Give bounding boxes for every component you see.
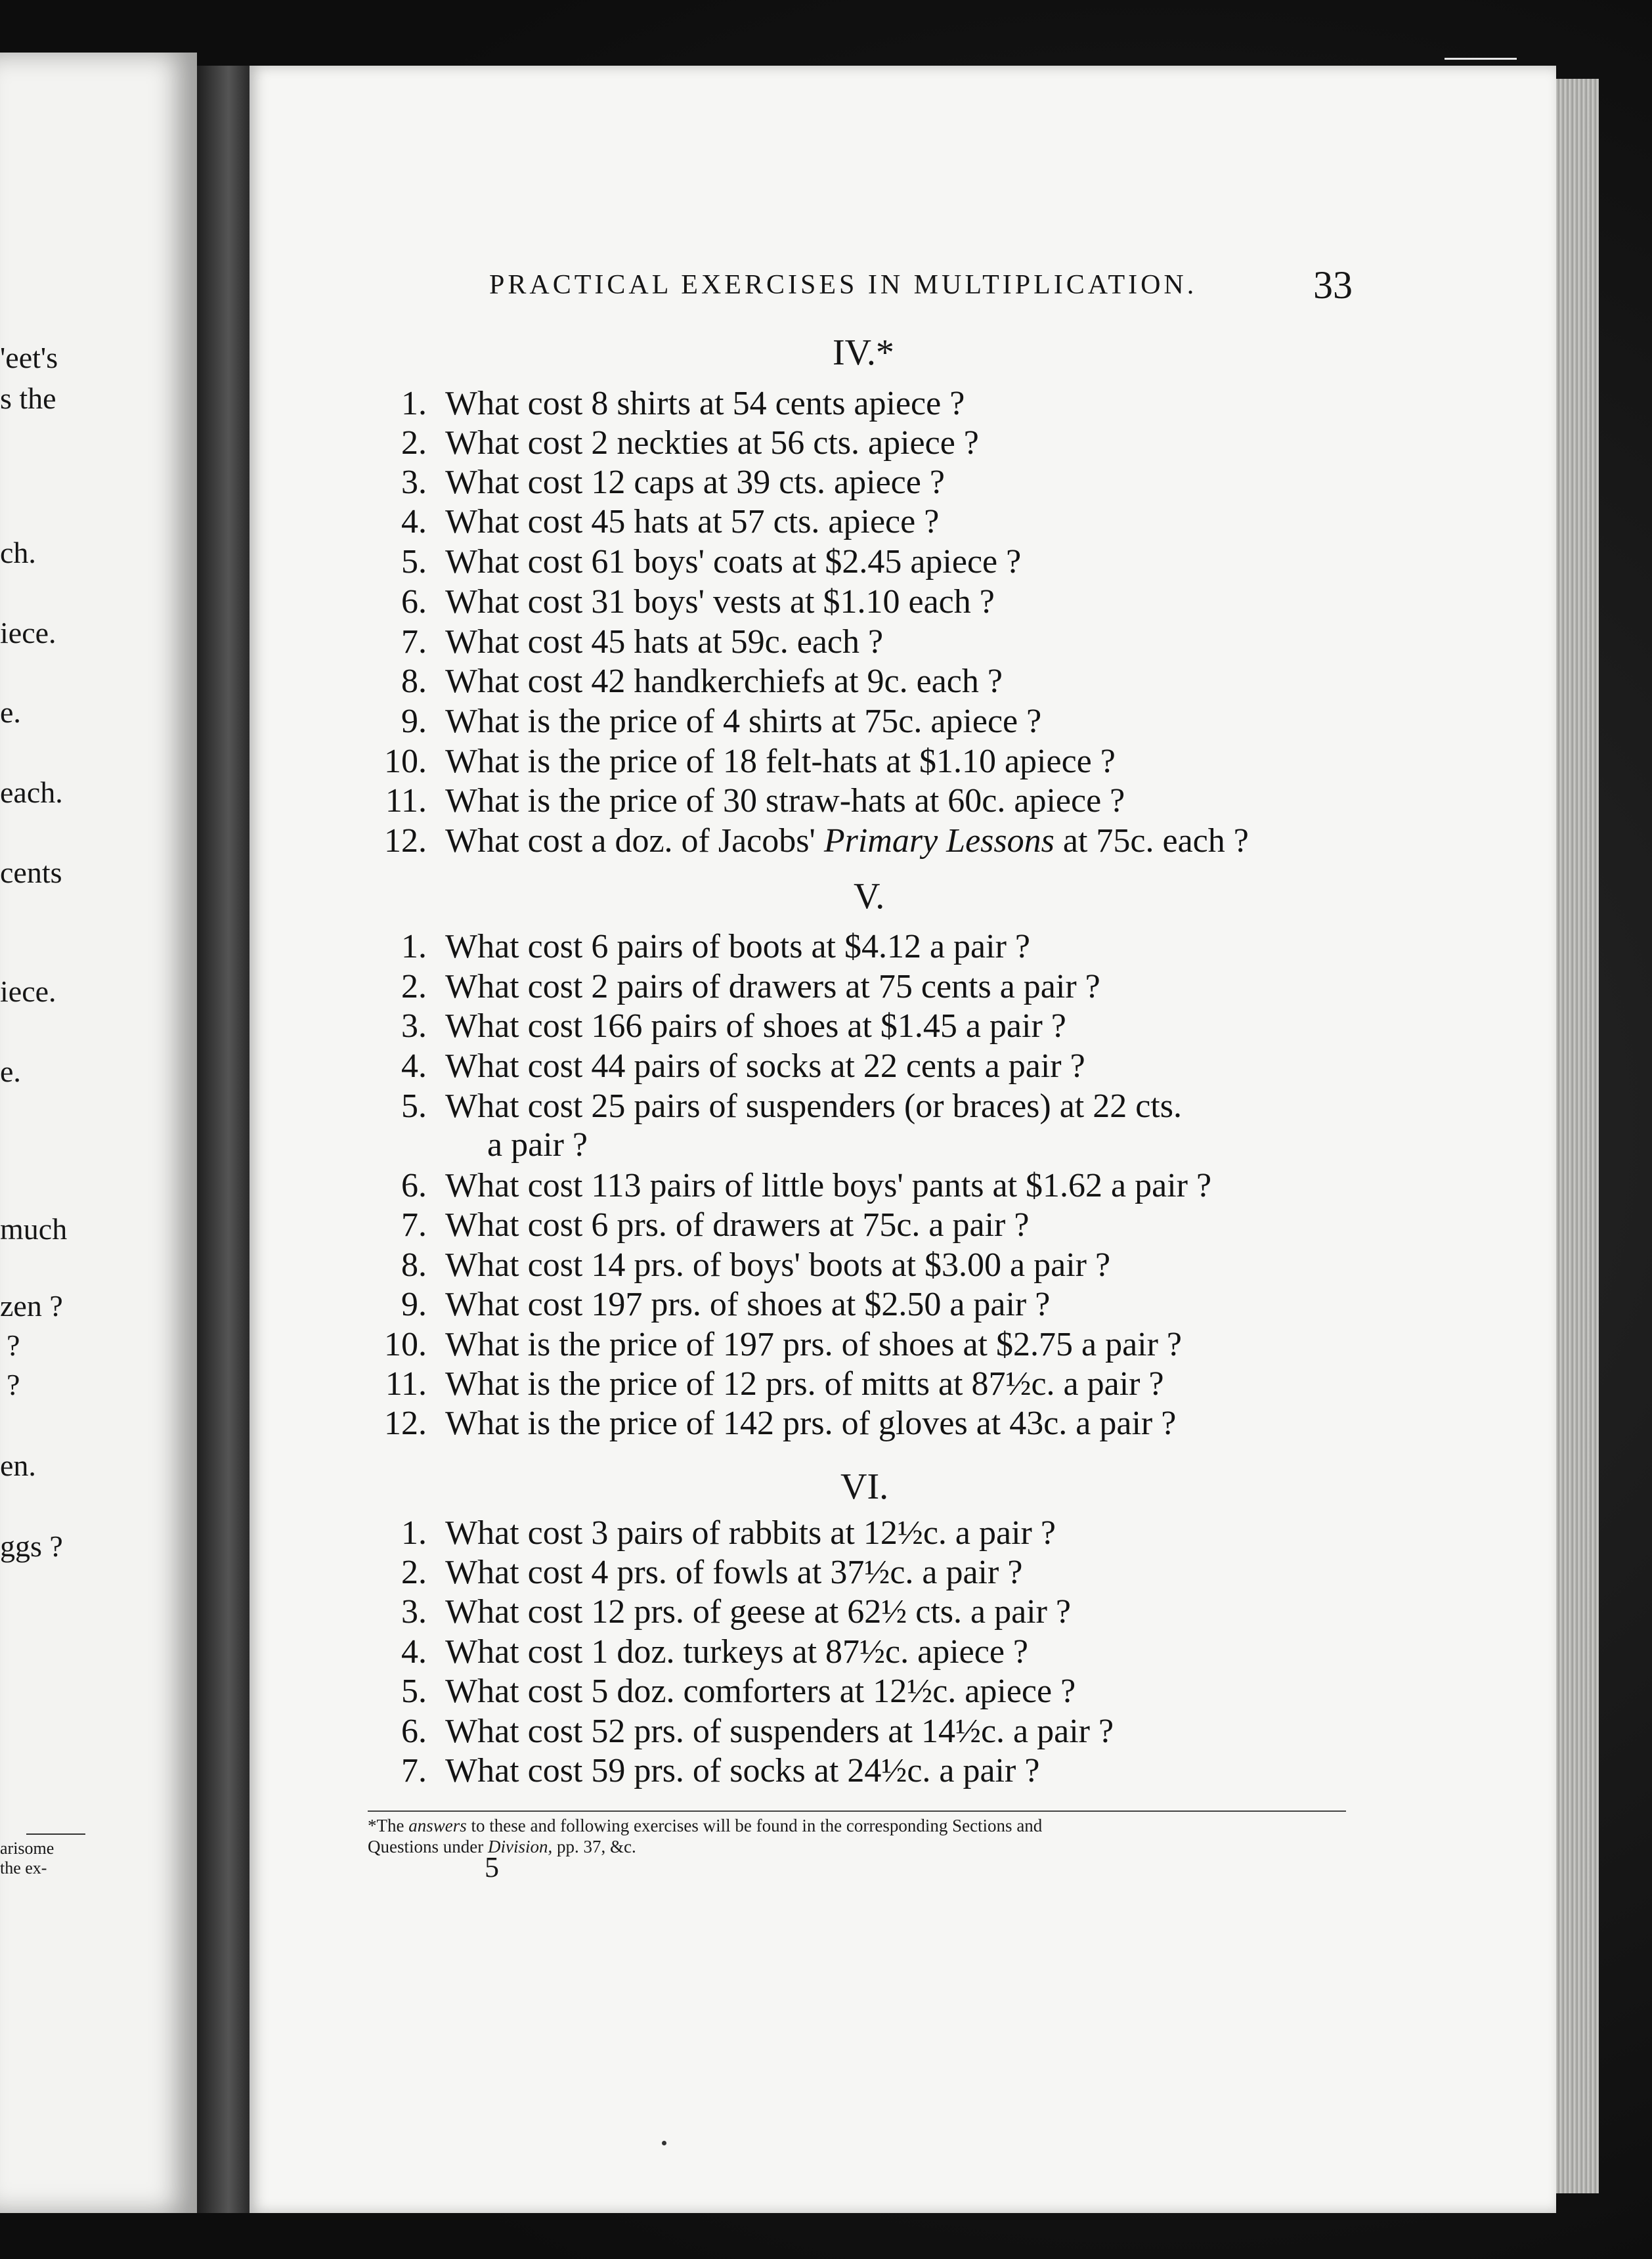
item-text: What cost 59 prs. of socks at 24½c. a pair ? (445, 1752, 1040, 1789)
exercise-item (355, 1592, 1071, 1631)
item-text: What cost 3 pairs of rabbits at 12½c. a pair ? (445, 1514, 1056, 1552)
exercise-item (355, 502, 939, 541)
left-text-fragment: 'eet's (0, 341, 58, 374)
item-number: 6. (401, 1713, 427, 1750)
item-text-before: What cost a doz. of Jacobs' (445, 822, 824, 860)
exercise-item (355, 781, 1125, 820)
item-number: 3. (401, 1007, 427, 1045)
item-text: What cost 25 pairs of suspenders (or braces) at 22 cts. (445, 1087, 1182, 1125)
item-number: 1. (401, 928, 427, 965)
item-text: What cost 44 pairs of socks at 22 cents a pair ? (445, 1047, 1085, 1085)
exercise-item (355, 463, 945, 502)
exercise-item (355, 1047, 1085, 1086)
running-header: PRACTICAL EXERCISES IN MULTIPLICATION. (489, 270, 1198, 300)
exercise-item (355, 1166, 1211, 1205)
left-text-fragment: iece. (0, 975, 56, 1008)
item-text: What cost 14 prs. of boys' boots at $3.00 a pair ? (445, 1246, 1111, 1284)
left-text-fragment: e. (0, 1055, 21, 1088)
exercise-item (355, 1404, 1176, 1443)
item-text: What cost 4 prs. of fowls at 37½c. a pair ? (445, 1554, 1023, 1591)
item-text: What cost 8 shirts at 54 cents apiece ? (445, 385, 965, 422)
item-text: What cost 6 prs. of drawers at 75c. a pair ? (445, 1206, 1030, 1244)
left-text-fragment: cents (0, 856, 62, 889)
item-number: 4. (401, 1047, 427, 1085)
item-number: 1. (401, 1514, 427, 1552)
item-number: 2. (401, 424, 427, 462)
left-text-fragment: ggs ? (0, 1529, 63, 1563)
exercise-item (355, 542, 1021, 581)
item-text: What cost 12 prs. of geese at 62½ cts. a pair ? (445, 1593, 1072, 1631)
film-scratch (1445, 58, 1517, 60)
item-text: What is the price of 142 prs. of gloves at 43c. a pair ? (445, 1405, 1177, 1442)
item-number: 3. (401, 1593, 427, 1631)
exercise-item (355, 1007, 1066, 1045)
item-text: What cost 1 doz. turkeys at 87½c. apiece ? (445, 1633, 1028, 1671)
section-heading-v: V. (854, 876, 885, 917)
item-text: What is the price of 18 felt-hats at $1.10 apiece ? (445, 743, 1116, 780)
exercise-item (355, 967, 1100, 1006)
item-number: 10. (384, 743, 427, 780)
item-number: 2. (401, 1554, 427, 1591)
item-text: What is the price of 30 straw-hats at 60c. apiece ? (445, 782, 1125, 820)
left-footnote-fragment: the ex- (0, 1858, 47, 1877)
footnote-line-1 (368, 1816, 1042, 1836)
left-text-fragment: e. (0, 695, 21, 729)
exercise-item (355, 1206, 1029, 1244)
item-text: What cost 52 prs. of suspenders at 14½c. a pair ? (445, 1713, 1114, 1750)
page-edges (1556, 79, 1599, 2193)
item-text: What cost 166 pairs of shoes at $1.45 a pair ? (445, 1007, 1066, 1045)
item-text: What cost 197 prs. of shoes at $2.50 a pair ? (445, 1286, 1051, 1323)
item-text: What cost 6 pairs of boots at $4.12 a pair ? (445, 928, 1030, 965)
footnote-mark: *The (368, 1816, 409, 1835)
left-text-fragment: much (0, 1212, 68, 1246)
item-text: What cost 2 pairs of drawers at 75 cents a pair ? (445, 968, 1100, 1005)
exercise-item (355, 1365, 1164, 1403)
item-number: 8. (401, 1246, 427, 1284)
exercise-item (355, 1751, 1039, 1790)
item-number: 10. (384, 1326, 427, 1363)
item-text: What cost 42 handkerchiefs at 9c. each ? (445, 663, 1003, 700)
footnote-text: to these and following exercises will be found in the corresponding Sections and (466, 1816, 1043, 1835)
item-number: 5. (401, 543, 427, 581)
left-text-fragment: iece. (0, 616, 56, 649)
item-number: 3. (401, 464, 427, 501)
item-number: 2. (401, 968, 427, 1005)
item-text: What is the price of 12 prs. of mitts at 87½c. a pair ? (445, 1365, 1164, 1403)
item-text: What cost 45 hats at 57 cts. apiece ? (445, 503, 940, 540)
exercise-item (355, 1553, 1022, 1592)
footnote-italic: answers (408, 1816, 467, 1835)
section-heading-iv: IV.* (833, 332, 894, 373)
exercise-item (355, 1325, 1182, 1364)
exercise-item (355, 1672, 1076, 1711)
book-gutter (197, 66, 250, 2213)
item-number: 6. (401, 1167, 427, 1204)
footnote-text: Questions under (368, 1837, 488, 1856)
exercise-item (355, 384, 965, 423)
footnote-rule (368, 1810, 1346, 1812)
footnote-line-2 (368, 1837, 636, 1857)
footnote-text: pp. 37, &c. (552, 1837, 636, 1856)
signature-mark: 5 (485, 1851, 499, 1883)
left-text-fragment: each. (0, 776, 63, 809)
item-number: 7. (401, 1206, 427, 1244)
exercise-item (355, 424, 979, 462)
item-number: 7. (401, 1752, 427, 1789)
left-text-fragment: zen ? (0, 1289, 63, 1323)
exercise-item (355, 927, 1030, 966)
exercise-item (355, 822, 1249, 860)
left-text-fragment: ? (7, 1328, 20, 1362)
item-text: What cost 61 boys' coats at $2.45 apiece ? (445, 543, 1022, 581)
exercise-item (355, 1514, 1056, 1552)
footnote-italic: Division, (487, 1837, 553, 1856)
item-number: 8. (401, 663, 427, 700)
section-heading-vi: VI. (840, 1466, 889, 1507)
item-text: What cost 5 doz. comforters at 12½c. apiece ? (445, 1673, 1076, 1710)
left-text-fragment: ch. (0, 536, 36, 569)
exercise-item (355, 702, 1041, 741)
item-number: 7. (401, 623, 427, 661)
left-footnote-rule (26, 1833, 85, 1835)
item-number: 5. (401, 1087, 427, 1125)
item-continuation: a pair ? (487, 1126, 588, 1164)
item-text: What cost 113 pairs of little boys' pants at $1.62 a pair ? (445, 1167, 1212, 1204)
item-text: What cost 2 neckties at 56 cts. apiece ? (445, 424, 979, 462)
item-number: 11. (385, 1365, 427, 1403)
speck (662, 2141, 666, 2145)
item-number: 11. (385, 782, 427, 820)
exercise-item (355, 1712, 1114, 1751)
item-number: 12. (384, 822, 427, 860)
item-number: 9. (401, 1286, 427, 1323)
exercise-item (355, 1633, 1028, 1671)
item-number: 5. (401, 1673, 427, 1710)
item-number: 9. (401, 703, 427, 740)
left-text-fragment: en. (0, 1449, 36, 1482)
item-text-after: at 75c. each ? (1054, 822, 1249, 860)
item-text: What cost 31 boys' vests at $1.10 each ? (445, 583, 995, 621)
item-number: 6. (401, 583, 427, 621)
item-text: What cost 12 caps at 39 cts. apiece ? (445, 464, 945, 501)
item-number: 4. (401, 503, 427, 540)
left-facing-page (0, 53, 197, 2213)
item-number: 1. (401, 385, 427, 422)
item-text: What is the price of 197 prs. of shoes at $2.75 a pair ? (445, 1326, 1183, 1363)
exercise-item (355, 623, 883, 661)
exercise-item (355, 1285, 1050, 1324)
exercise-item (355, 1246, 1110, 1284)
item-text: What is the price of 4 shirts at 75c. apiece ? (445, 703, 1042, 740)
item-number: 12. (384, 1405, 427, 1442)
exercise-item (355, 1087, 1182, 1126)
left-text-fragment: s the (0, 382, 56, 415)
item-text: What cost 45 hats at 59c. each ? (445, 623, 884, 661)
book-title: Primary Lessons (823, 822, 1054, 860)
exercise-item (355, 662, 1003, 701)
left-footnote-fragment: arisome (0, 1839, 54, 1858)
page-number: 33 (1313, 263, 1353, 307)
exercise-item (355, 582, 995, 621)
left-text-fragment: ? (7, 1368, 20, 1401)
item-number: 4. (401, 1633, 427, 1671)
exercise-item (355, 742, 1116, 781)
